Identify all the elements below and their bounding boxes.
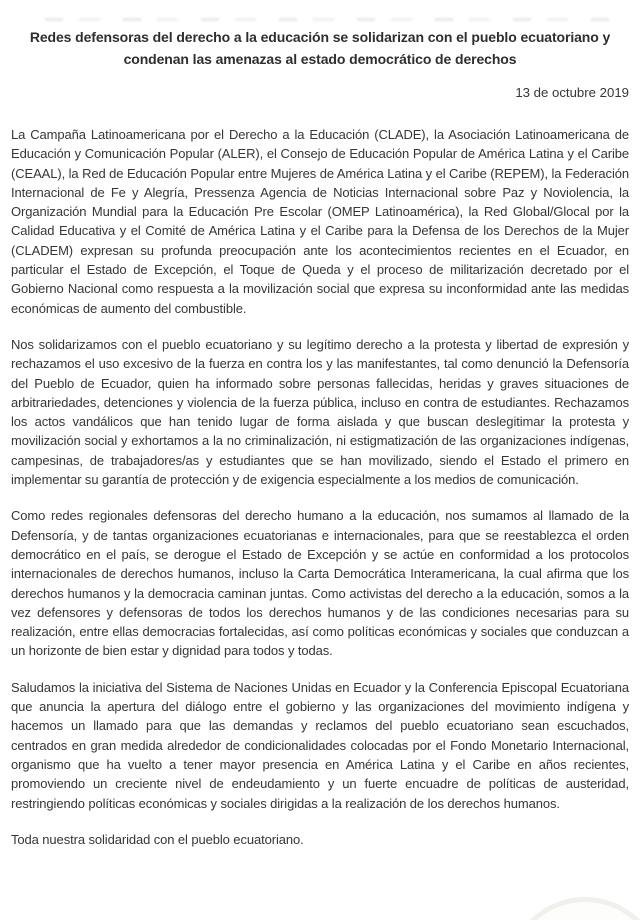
paragraph-organizations-concern: La Campaña Latinoamericana por el Derecho a la Educación (CLADE), la Asociación Latinoamericana de Educación y Comunicación Popular (ALER), el Consejo de Educación Popular de América Latina y el Caribe (CEAAL), la Red de Educación Popular entre Mujeres de América Latina y el Caribe (REPEM), la Federación Internacional de Fe y Alegría, Pressenza Agencia de Noticias Internacional sobre Paz y Noviolencia, la Organización Mundial para la Educación Pre Escolar (OMEP Latinoamérica), la Red Global/Glocal por la Calidad Educativa y el Comité de América Latina y el Caribe para la Defensa de los Derechos de la Mujer (CLADEM) expresan su profunda preocupación ante los acontecimientos recientes en el Ecuador, en particular el Estado de Excepción, el Toque de Queda y el proceso de militarización decretado por el Gobierno Nacional como respuesta a la movilización social que expresa su inconformidad ante las medidas económicas de aumento del combustible.: [11, 127, 629, 316]
document-date: 13 de octubre 2019: [515, 85, 629, 100]
paragraph-dialogue-imf: Saludamos la iniciativa del Sistema de Naciones Unidas en Ecuador y la Conferencia Episcopal Ecuatoriana que anuncia la apertura del diálogo entre el gobierno y las organizaciones del movimiento indígena y hacemos un llamado para que las demandas y reclamos del pueblo ecuatoriano sean escuchados, centrados en gran medida alrededor de condicionalidades colocadas por el Fondo Monetario Internacional, organismo que ha vuelto a tener mayor presencia en América Latina y el Caribe en años recientes, promoviendo un creciente nivel de endeudamiento y un fuerte encuadre de políticas de austeridad, restringiendo políticas económicas y sociales dirigidas a la realización de los derechos humanos.: [11, 679, 629, 811]
paragraph-solidarity-protest: Nos solidarizamos con el pueblo ecuatoriano y su legítimo derecho a la protesta y libertad de expresión y rechazamos el uso excesivo de la fuerza en contra los y las manifestantes, tal como denunció la Defensoría del Pueblo de Ecuador, quien ha informado sobre personas fallecidas, heridas y graves situaciones de arbitrariedades, detenciones y violencia de la fuerza pública, incluso en contra de estudiantes. Rechazamos los actos vandálicos que han tenido lugar de forma aislada y que buscan deslegitimar la protesta y movilización social y exhortamos a la no criminalización, ni estigmatización de las organizaciones indígenas, campesinas, de trabajadores/as y estudiantes que se han movilizado, siendo el Estado el primero en implementar su garantía de protección y de exigencia especialmente a los medios de comunicación.: [11, 336, 629, 488]
document-title: Redes defensoras del derecho a la educación se solidarizan con el pueblo ecuatoriano y condenan las amenazas al estado democrático de derechos: [29, 29, 611, 67]
scan-artifact-line: [45, 18, 615, 21]
watermark-circle-decoration: [507, 897, 640, 920]
paragraph-democratic-order: Como redes regionales defensoras del derecho humano a la educación, nos sumamos al llamado de la Defensoría, y de tantas organizaciones ecuatorianas e internacionales, para que se reestablezca el orden democrático en el país, se derogue el Estado de Excepción y se actúe en conformidad a los protocolos internacionales de derechos humanos, incluso la Carta Democrática Interamericana, la cual afirma que los derechos humanos y la democracia caminan juntas. Como activistas del derecho a la educación, somos a la vez defensores y defensoras de todos los derechos humanos y de las condiciones necesarias para su realización, entre ellas democracias fortalecidas, así como políticas económicas y sociales que conduzcan a un horizonte de bien estar y dignidad para todos y todas.: [11, 508, 629, 659]
paragraph-closing-solidarity: Toda nuestra solidaridad con el pueblo ecuatoriano.: [11, 831, 304, 847]
document-body: [11, 125, 629, 849]
